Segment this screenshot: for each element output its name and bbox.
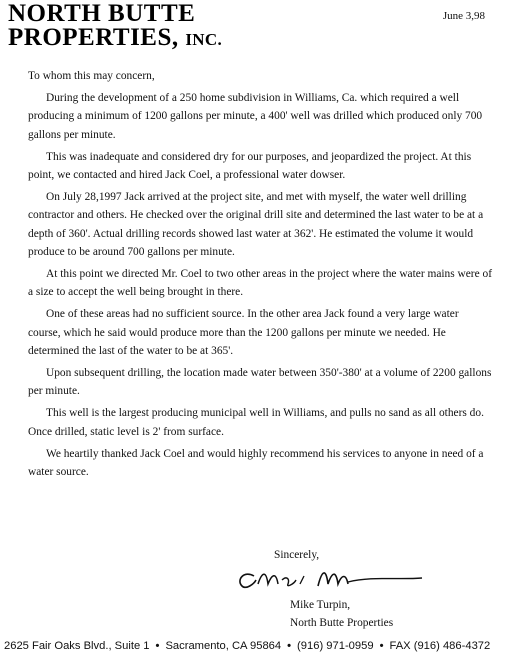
paragraph-5: One of these areas had no sufficient source. In the other area Jack found a very large water course, which he said would produce more than the 1200 gallons per minute we needed. He determined the last of the water to be at 365'. xyxy=(28,308,459,357)
footer-separator: • xyxy=(379,640,384,652)
handwritten-signature xyxy=(232,558,432,594)
paragraph-3: On July 28,1997 Jack arrived at the project site, and met with myself, the water well drilling contractor and others. He checked over the original drill site and determined the last water to be at a depth of 360'. Actual drilling records showed last water at 362'. He estimated the volume it would produce to be around 700 gallons per minute. xyxy=(28,191,484,258)
letter-body xyxy=(28,67,494,485)
paragraph-7: This well is the largest producing municipal well in Williams, and pulls no sand as all others do. Once drilled, static level is 2' from surface. xyxy=(28,407,484,438)
paragraph-6: Upon subsequent drilling, the location made water between 350'-380' at a volume of 2200 gallons per minute. xyxy=(28,367,492,398)
company-letterhead xyxy=(8,2,222,52)
letterhead-line2 xyxy=(8,26,222,52)
signer-company: North Butte Properties xyxy=(290,617,394,629)
footer-separator: • xyxy=(287,640,292,652)
footer-address: 2625 Fair Oaks Blvd., Suite 1 xyxy=(4,640,150,652)
closing: Sincerely, xyxy=(274,549,320,561)
signer-name: Mike Turpin, xyxy=(290,599,351,611)
footer-separator: • xyxy=(155,640,160,652)
signer-block xyxy=(290,596,393,632)
footer-city: Sacramento, CA 95864 xyxy=(165,640,282,652)
paragraph-1: During the development of a 250 home subdivision in Williams, Ca. which required a well producing a minimum of 1200 gallons per minute, a 400' well was drilled which produced only 700 gallons per minute. xyxy=(28,92,483,141)
paragraph-8: We heartily thanked Jack Coel and would highly recommend his services to anyone in need of a water source. xyxy=(28,447,484,479)
footer-phone: (916) 971-0959 xyxy=(297,640,374,652)
letterhead-footer xyxy=(4,640,519,652)
footer-fax: FAX (916) 486-4372 xyxy=(389,640,491,652)
salutation: To whom this may concern, xyxy=(28,70,155,82)
paragraph-4: At this point we directed Mr. Coel to two other areas in the project where the water mains were of a size to accept the well being brought in there. xyxy=(28,268,492,299)
letterhead-inc: INC. xyxy=(185,30,222,49)
paragraph-2: This was inadequate and considered dry for our purposes, and jeopardized the project. At this point, we contacted and hired Jack Coel, a professional water dowser. xyxy=(28,150,472,182)
letter-date: June 3,98 xyxy=(442,10,485,22)
letterhead-line1: NORTH BUTTE xyxy=(8,0,196,27)
letterhead-line2-text: PROPERTIES, xyxy=(8,24,179,51)
